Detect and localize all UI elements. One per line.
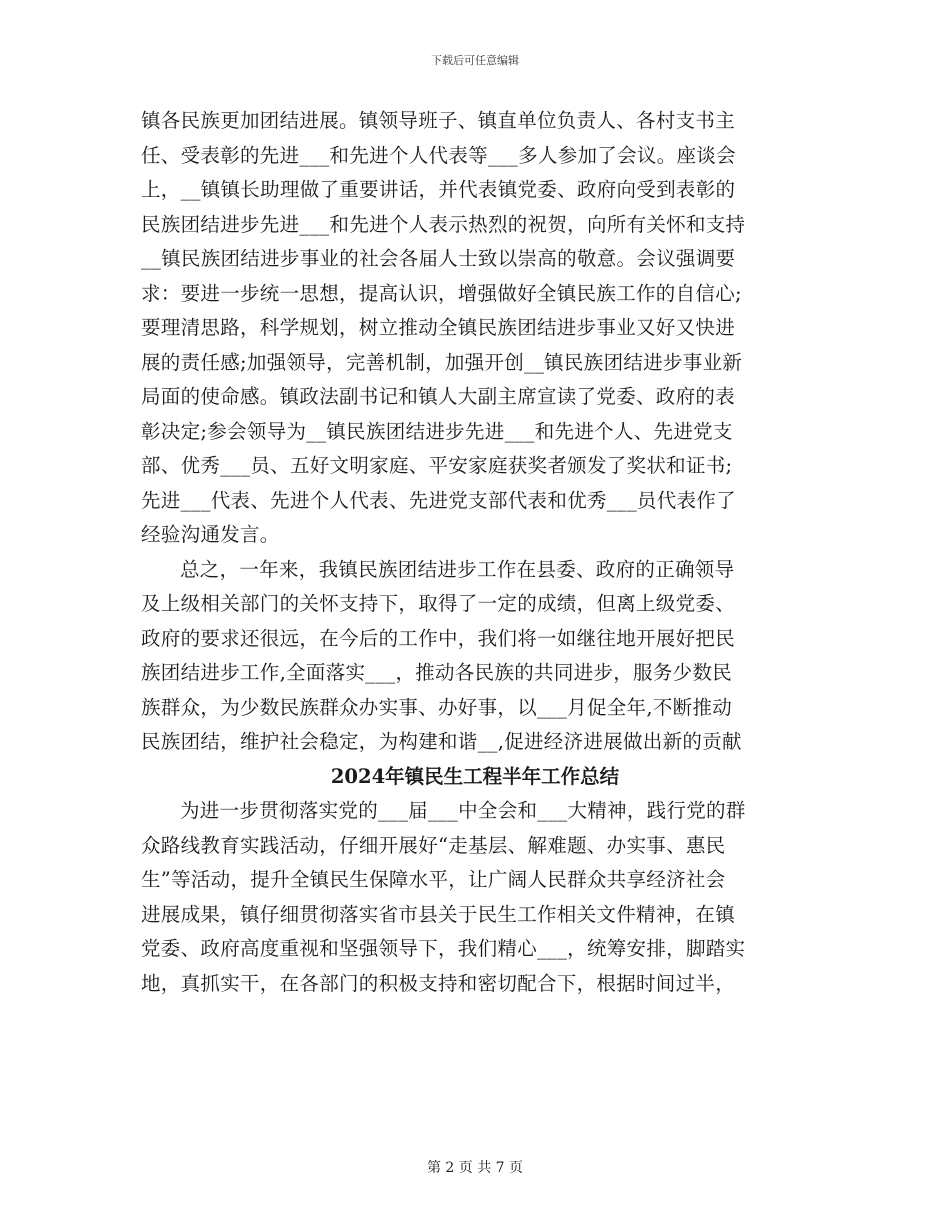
text-line: 生”等活动，提升全镇民生保障水平，让广阔人民群众共享经济社会 xyxy=(141,868,726,891)
text-line: 族群众，为少数民族群众办实事、办好事，以___月促全年,不断推动 xyxy=(141,695,733,719)
text-line: 政府的要求还很远，在今后的工作中，我们将一如继往地开展好把民 xyxy=(141,626,736,650)
text-line: 经验沟通发言。 xyxy=(141,523,280,546)
text-line: 总之，一年来，我镇民族团结进步工作在县委、政府的正确领导 xyxy=(180,557,735,581)
text-line: 彰决定;参会领导为__镇民族团结进步先进___和先进个人、先进党支 xyxy=(141,419,733,443)
text-line: 为进一步贯彻落实党的___届___中全会和___大精神，践行党的群 xyxy=(180,799,746,822)
text-line: 族团结进步工作,全面落实___，推动各民族的共同进步，服务少数民 xyxy=(141,661,733,684)
page-number: 第 2 页 共 7 页 xyxy=(426,1160,524,1176)
text-line: 部、优秀___员、五好文明家庭、平安家庭获奖者颁发了奖状和证书; xyxy=(141,454,733,477)
paragraph-1 xyxy=(141,104,809,553)
text-line: 镇各民族更加团结进展。镇领导班子、镇直单位负责人、各村支书主 xyxy=(141,109,736,132)
section-title: 2024年镇民生工程半年工作总结 xyxy=(330,764,620,788)
text-line: 展的责任感;加强领导，完善机制，加强开创__镇民族团结进步事业新 xyxy=(141,350,743,374)
text-line: 局面的使命感。镇政法副书记和镇人大副主席宣读了党委、政府的表 xyxy=(141,385,736,408)
text-line: __镇民族团结进步事业的社会各届人士致以崇高的敬意。会议强调要 xyxy=(141,247,736,270)
text-line: 及上级相关部门的关怀支持下，取得了一定的成绩，但离上级党委、 xyxy=(141,592,736,615)
text-line: 众路线教育实践活动，仔细开展好“走基层、解难题、办实事、惠民 xyxy=(141,833,726,857)
text-line: 要理清思路，科学规划，树立推动全镇民族团结进步事业又好又快进 xyxy=(141,316,736,339)
text-line: 任、受表彰的先进___和先进个人代表等___多人参加了会议。座谈会 xyxy=(141,143,736,167)
page-header: 下载后可任意编辑 xyxy=(431,54,519,67)
text-line: 党委、政府高度重视和坚强领导下，我们精心___，统筹安排，脚踏实 xyxy=(141,937,746,960)
text-line: 地，真抓实干，在各部门的积极支持和密切配合下，根据时间过半， xyxy=(141,971,736,995)
text-line: 上，__镇镇长助理做了重要讲话，并代表镇党委、政府向受到表彰的 xyxy=(141,178,736,201)
document-body xyxy=(141,104,809,1001)
paragraph-3 xyxy=(141,794,809,1001)
paragraph-2 xyxy=(141,553,809,760)
text-line: 进展成果，镇仔细贯彻落实省市县关于民生工作相关文件精神，在镇 xyxy=(141,902,736,926)
text-line: 民族团结进步先进___和先进个人表示热烈的祝贺，向所有关怀和支持 xyxy=(141,212,746,236)
text-line: 先进___代表、先进个人代表、先进党支部代表和优秀___员代表作了 xyxy=(141,488,736,512)
text-line: 民族团结，维护社会稳定，为构建和谐__,促进经济进展做出新的贡献 xyxy=(141,730,742,753)
text-line: 求：要进一步统一思想，提高认识，增强做好全镇民族工作的自信心; xyxy=(141,281,742,305)
